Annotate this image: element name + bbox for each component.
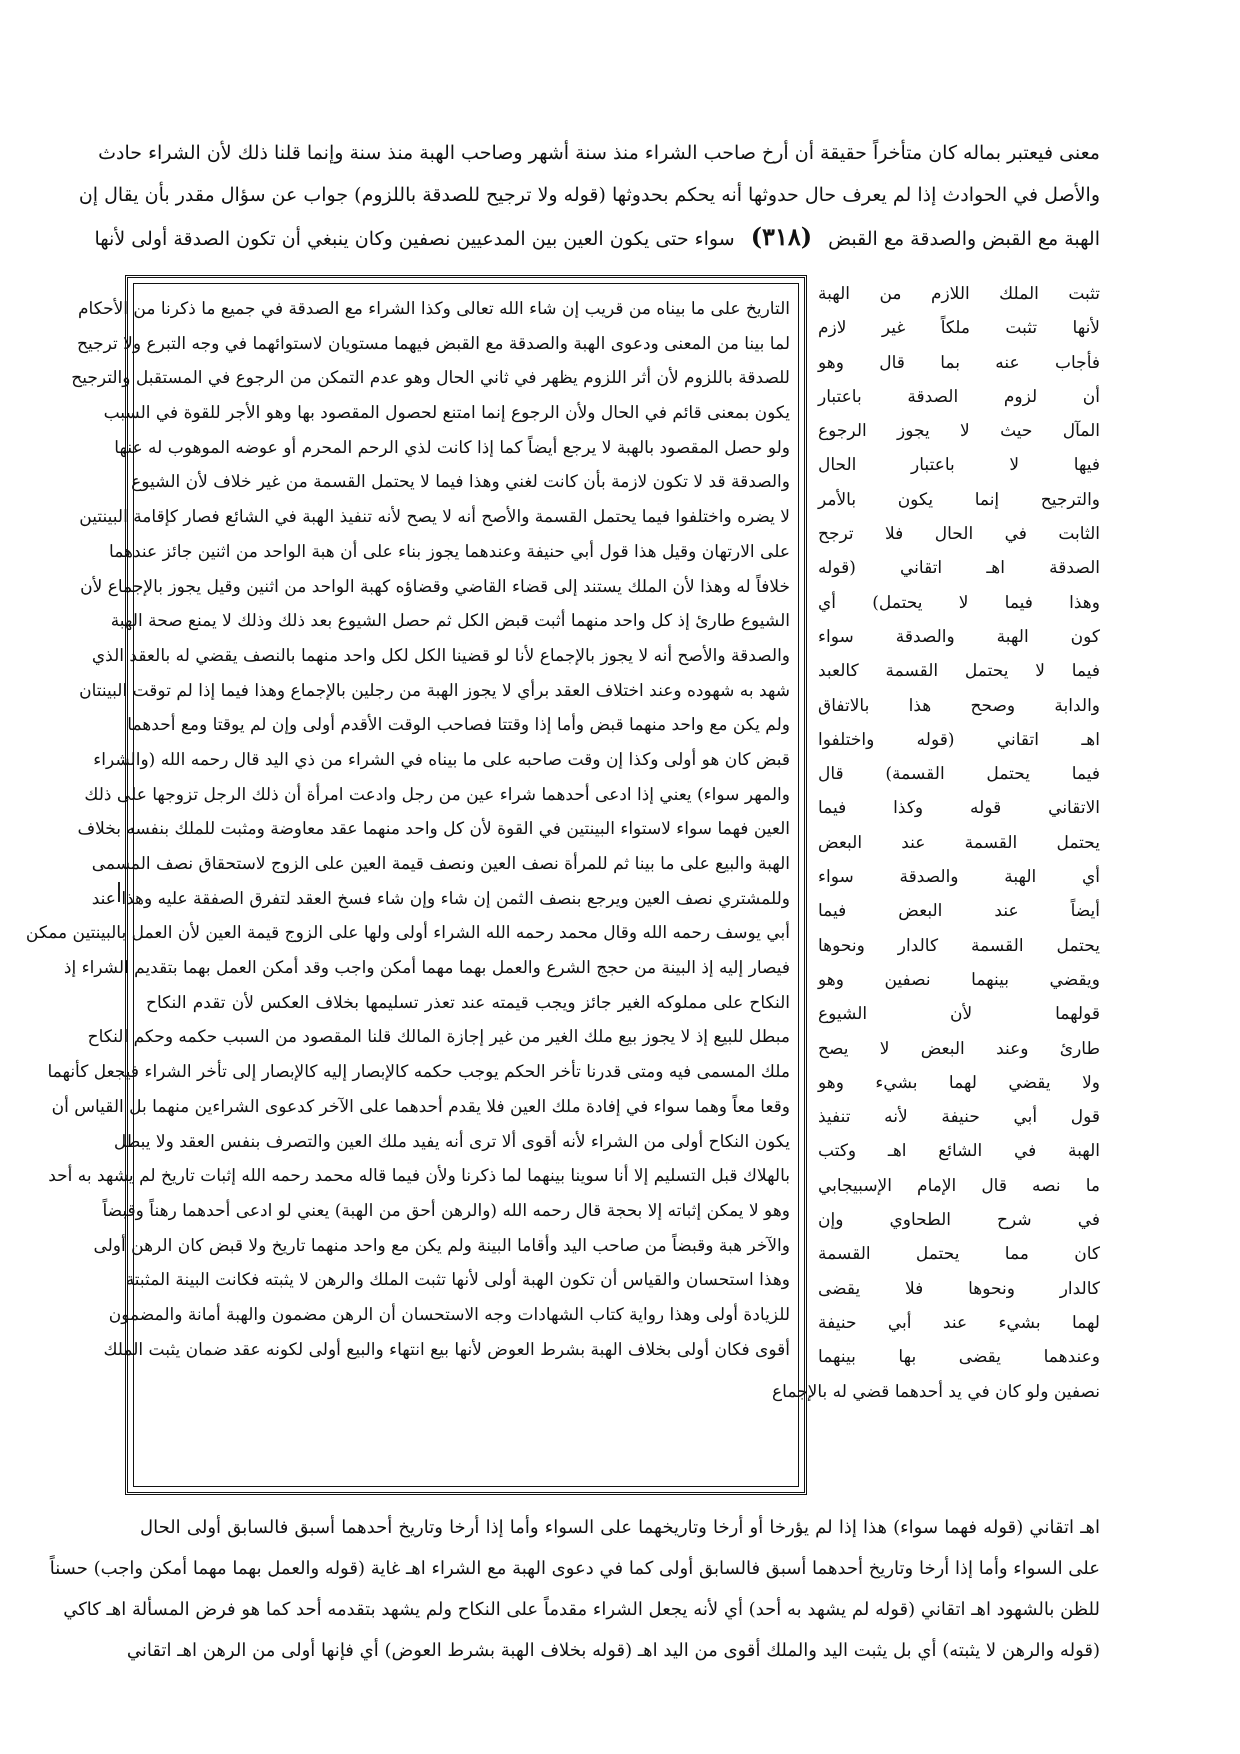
- main-text-line: والصدقة والأصح أنه لا يجوز بالإجماع لأنا لو قضينا الكل لكل واحد منهما بالنصف يقضي له بالعقد الذي: [91, 645, 790, 666]
- margin-line: كون الهبة والصدقة سواء: [818, 626, 1100, 647]
- main-text-line: وللمشتري نصف العين ويرجع بنصف الثمن إن شاء وإن شاء فسخ العقد لتفرق الصفقة عليه وهذا عند: [91, 888, 790, 909]
- margin-line: في شرح الطحاوي وإن: [818, 1210, 1100, 1231]
- page-number: (٣١٨): [750, 222, 813, 251]
- main-text-line: أقوى فكان أولى بخلاف الهبة بشرط العوض لأنها بيع انتهاء والبيع أولى لكونه عقد ضمان يثبت الملك: [103, 1339, 790, 1360]
- main-text-line: يكون بمعنى قائم في الحال ولأن الرجوع إنما امتنع لحصول المقصود بها وهو الأجر للقوة في السبب: [103, 403, 790, 424]
- main-text-line: وهو لا يمكن إثباته إلا بحجة قال رحمه الله (والرهن أحق من الهبة) يعني لو ادعى أحدهما رهناً وقبضاً: [102, 1200, 790, 1221]
- header-text: [78, 132, 1100, 258]
- margin-line: ولا يقضي لهما بشيء وهو: [818, 1072, 1100, 1093]
- main-text-line: لا يضره واختلفوا فيما يحتمل القسمة والأصح أنه لا يصح لأنه تنفيذ الهبة في الشائع فصار كإقامة البينتين: [79, 507, 790, 528]
- main-text-line: شهد به شهوده وعند اختلاف العقد برأي لا يجوز الهبة من رجلين بالإجماع وهذا فيما إذا لم توقت البينتان: [79, 680, 790, 701]
- footer-line: اهـ اتقاني (قوله فهما سواء) هذا إذا لم يؤرخا أو أرخا وتاريخهما على السواء وأما إذا أرخا وتاريخ أحدهما أسبق فالسابق أولى الحال: [140, 1517, 1100, 1538]
- main-text-line: فيصار إليه إذ البينة من حجج الشرع والعمل بهما مهما أمكن واجب وقد أمكن العمل بهما بتقديم الشراء إذ: [63, 958, 790, 979]
- margin-line: ما نصه قال الإمام الإسبيجابي: [818, 1175, 1100, 1196]
- margin-line: المآل حيث لا يجوز الرجوع: [818, 421, 1100, 442]
- main-text-line: العين فهما سواء لاستواء البينتين في القوة لأن كل واحد منهما عقد معاوضة ومثبت للملك بنفسه بخلاف: [77, 819, 790, 840]
- main-text-line: والصدقة قد لا تكون لازمة بأن كانت لغني وهذا فيما لا يحتمل القسمة من غير خلاف لأن الشيوع: [131, 472, 790, 493]
- main-text-line: والآخر هبة وقبضاً من صاحب اليد وأقاما البينة ولم يكن مع واحد منهما تاريخ ولا قبض كان الرهن أولى: [93, 1235, 790, 1256]
- margin-line: الثابت في الحال فلا ترجح: [818, 524, 1100, 545]
- main-text-line: للزيادة أولى وهذا رواية كتاب الشهادات وجه الاستحسان أن الرهن مضمون والهبة أمانة والمضمون: [108, 1304, 790, 1325]
- margin-line: أن لزوم الصدقة باعتبار: [818, 386, 1100, 407]
- margin-line: أي الهبة والصدقة سواء: [818, 867, 1100, 888]
- margin-line: فيها لا باعتبار الحال: [818, 455, 1100, 476]
- margin-line: قول أبي حنيفة لأنه تنفيذ: [818, 1107, 1100, 1128]
- main-text-line: على الارتهان وقيل هذا قول أبي حنيفة وعندهما يجوز بناء على أن هبة الواحد من اثنين جائز عندهما: [109, 541, 790, 562]
- footer-line: (قوله والرهن لا يثبته) أي بل يثبت اليد والملك أقوى من اليد اهـ (قوله بخلاف الهبة بشرط العوض) أي فإنها أولى من الرهن اهـ اتقاني: [126, 1640, 1100, 1661]
- footer-line: على السواء وأما إذا أرخا وتاريخ أحدهما أسبق فالسابق أولى كما في دعوى الهبة مع الشراء اهـ غاية (قوله والعمل بهما مهما أمكن واجب) حسناً: [49, 1558, 1100, 1579]
- margin-line: لأنها تثبت ملكاً غير لازم: [818, 318, 1100, 339]
- margin-line: يحتمل القسمة كالدار ونحوها: [818, 935, 1100, 956]
- header-line: والأصل في الحوادث إذا لم يعرف حال حدوثها أنه يحكم بحدوثها (قوله ولا ترجيح للصدقة باللزوم) جواب عن سؤال مقدر بأن يقال إن: [78, 184, 1100, 206]
- margin-line: والترجيح إنما يكون بالأمر: [818, 489, 1100, 510]
- margin-line: طارئ وعند البعض لا يصح: [818, 1038, 1100, 1059]
- margin-line: الصدقة اهـ اتقاني (قوله: [818, 558, 1100, 579]
- margin-line: اهـ اتقاني (قوله واختلفوا: [818, 729, 1100, 750]
- margin-line: تثبت الملك اللازم من الهبة: [818, 284, 1100, 304]
- margin-line: لهما بشيء عند أبي حنيفة: [818, 1312, 1100, 1333]
- margin-line: يحتمل القسمة عند البعض: [818, 832, 1100, 853]
- main-text-line: وهذا استحسان والقياس أن تكون الهبة أولى لأنها تثبت الملك والرهن لا يثبته فكانت البينة المثبتة: [125, 1270, 790, 1291]
- margin-line: ويقضي بينهما نصفين وهو: [818, 969, 1100, 990]
- main-text-line: ولم يكن مع واحد منهما قبض وأما إذا وقتتا فصاحب الوقت الأقدم أولى وإن لم يوقتا ومع أحدهما: [127, 715, 790, 736]
- margin-line: وهذا فيما لا يحتمل) أي: [818, 592, 1100, 613]
- main-text-line: خلافاً له وهذا لأن الملك يستند إلى قضاء القاضي وقضاؤه كهبة الواحد من اثنين وقيل يجوز بالإجماع لأن: [80, 576, 790, 597]
- margin-line: الاتقاني قوله وكذا فيما: [818, 798, 1100, 819]
- margin-line: فيما يحتمل القسمة) قال: [818, 764, 1100, 785]
- margin-line: والدابة وصحح هذا بالاتفاق: [818, 695, 1100, 716]
- margin-line: فيما لا يحتمل القسمة كالعبد: [818, 661, 1100, 682]
- main-text-line: أبي يوسف رحمه الله وقال محمد رحمه الله الشراء أولى ولها على الزوج قيمة العين لأن العمل بالبينتين ممكن: [25, 923, 790, 944]
- margin-line: كان مما يحتمل القسمة: [818, 1244, 1100, 1265]
- main-text-line: ولو حصل المقصود بالهبة لا يرجع أيضاً كما إذا كانت لذي الرحم المحرم أو عوضه الموهوب له عنها: [114, 437, 790, 458]
- margin-line: الهبة في الشائع اهـ وكتب: [818, 1141, 1100, 1162]
- main-text-line: يكون النكاح أولى من الشراء لأنه أقوى ألا ترى أنه يفيد ملك العين والتصرف بنفس العقد ولا يبطل: [113, 1131, 790, 1152]
- main-text-line: وقعا معاً وهما سواء في إفادة ملك العين فلا يقدم أحدهما على الآخر كدعوى الشراءين منهما بل القياس أن: [51, 1096, 790, 1117]
- margin-tick-mark: [118, 882, 126, 902]
- margin-line: نصفين ولو كان في يد أحدهما قضي له بالإجماع: [772, 1381, 1100, 1402]
- main-text-line: التاريخ على ما بيناه من قريب إن شاء الله تعالى وكذا الشراء مع الصدقة في جميع ما ذكرنا من الأحكام: [77, 299, 790, 319]
- main-text-line: ملك المسمى فيه ومتى قدرنا تأخر الحكم يوجب حكمه كالإبصار إليه كالإبصار إلى تأخر الشراء فيجعل كأنهما: [47, 1062, 790, 1083]
- margin-line: قولهما لأن الشيوع: [818, 1004, 1100, 1025]
- footer-commentary: [49, 1507, 1100, 1671]
- margin-line: فأجاب عنه بما قال وهو: [818, 352, 1100, 373]
- main-text-line: الشيوع طارئ إذ كل واحد منهما أثبت قبض الكل ثم حصل الشيوع بعد ذلك وذلك لا يمنع صحة الهبة: [110, 611, 790, 632]
- footer-line: للظن بالشهود اهـ اتقاني (قوله لم يشهد به أحد) أي لأنه يجعل الشراء مقدماً على النكاح ولم يشهد بتقدمه أحد كما هو فرض المسألة اهـ كاكي: [63, 1599, 1100, 1620]
- main-text-line: مبطل للبيع إذ لا يجوز بيع ملك الغير من غير إجازة المالك قلنا المقصود من السبب حكمه وحكم النكاح: [87, 1027, 790, 1048]
- main-text-line: لما بينا من المعنى ودعوى الهبة والصدقة مع القبض فيهما مستويان لاستوائهما في وجه التبرع ولا ترجيح: [77, 333, 790, 354]
- margin-line: كالدار ونحوها فلا يقضى: [818, 1278, 1100, 1299]
- main-text-line: قبض كان هو أولى وكذا إن وقت صاحبه على ما بيناه في الشراء من ذي اليد قال رحمه الله (والشراء: [93, 749, 790, 770]
- header-line: [94, 216, 1100, 258]
- header-line-prefix: الهبة مع القبض والصدقة مع القبض: [828, 228, 1100, 250]
- main-text: [25, 292, 790, 1367]
- main-text-frame: [25, 275, 807, 1495]
- header-line: معنى فيعتبر بماله كان متأخراً حقيقة أن أرخ صاحب الشراء منذ سنة أشهر وصاحب الهبة منذ سنة وإنما قلنا ذلك لأن الشراء حادث: [98, 142, 1100, 164]
- margin-commentary: [772, 277, 1100, 1409]
- header-line-rest: سواء حتى يكون العين بين المدعيين نصفين وكان ينبغي أن تكون الصدقة أولى لأنها: [94, 228, 735, 250]
- main-text-line: والمهر سواء) يعني إذا ادعى أحدهما شراء عين من رجل وادعت امرأة أن ذلك الرجل تزوجها على ذلك: [84, 784, 790, 805]
- main-text-line: النكاح على مملوكه الغير جائز ويجب قيمته عند تعذر تسليمها بخلاف العكس لأن تقدم النكاح: [146, 992, 790, 1013]
- margin-line: وعندهما يقضى بها بينهما: [818, 1347, 1100, 1368]
- main-text-line: للصدقة باللزوم لأن أثر اللزوم يظهر في ثاني الحال وهو عدم التمكن من الرجوع في المستقبل والترجيح: [71, 368, 790, 389]
- margin-line: أيضاً عند البعض فيما: [818, 901, 1100, 922]
- main-text-line: بالهلاك قبل التسليم إلا أنا سوينا بينهما لما ذكرنا ولأن فيما قاله محمد رحمه الله إثبات تاريخ لم يشهد به أحد: [48, 1166, 790, 1187]
- main-text-line: الهبة والبيع على ما بينا ثم للمرأة نصف العين ونصف قيمة العين على الزوج لاستحقاق نصف المسمى: [91, 854, 790, 874]
